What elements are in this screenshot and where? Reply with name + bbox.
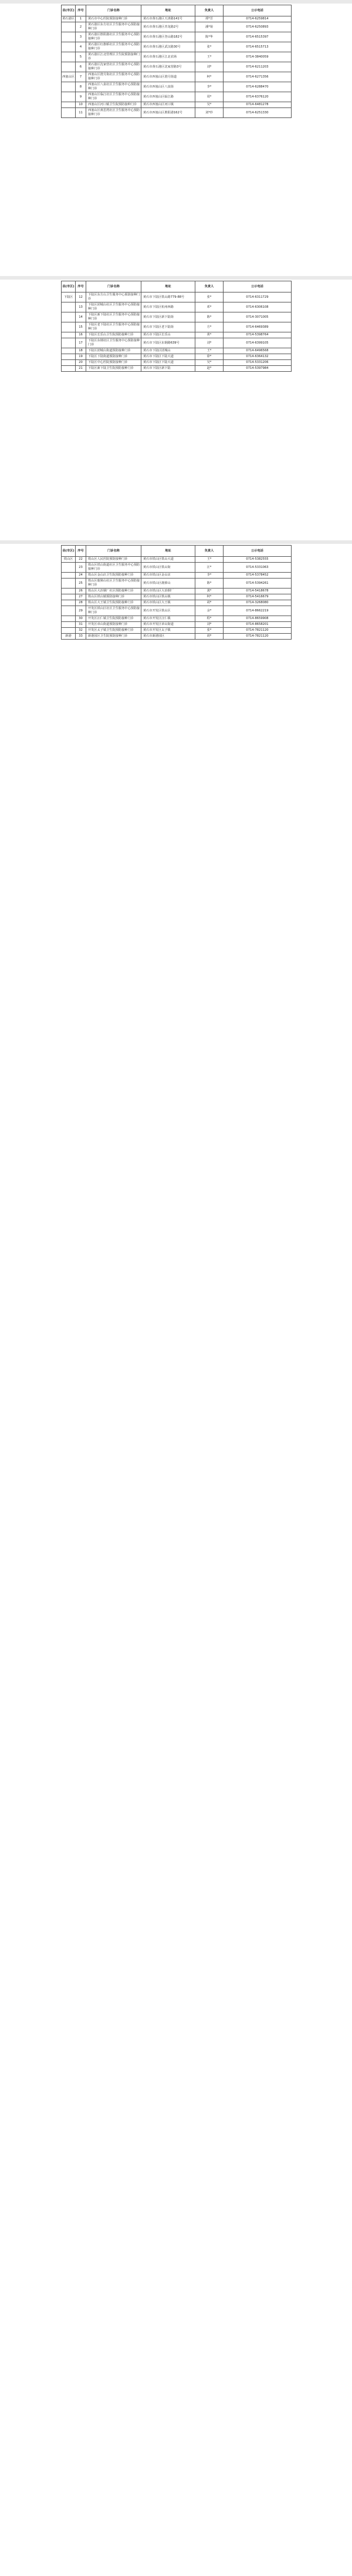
cell-address: 黄石市黄石港区登山路182号 [141,32,195,42]
cell-name: 西塞山区临江社区卫生服务中心预防接种门诊 [86,92,141,102]
cell-name: 铁山区金山店卫生院预防接种门诊 [86,573,141,579]
cell-phone: 0714-6251330 [224,108,292,118]
cell-name: 下陆区下陆街道预防接种门诊 [86,354,141,360]
cell-phone: 0714-3840059 [224,52,292,62]
cell-no: 11 [76,108,86,118]
cell-person: 邓* [195,302,224,312]
cell-phone: 0714-5331063 [224,563,292,573]
table-row [62,616,292,622]
cell-name: 下陆区东方山卫生服务中心预防接种门诊 [86,292,141,302]
cell-no: 19 [76,354,86,360]
cell-district [62,108,76,118]
cell-district [62,354,76,360]
cell-address: 黄石市开发区铁山区 [141,606,195,616]
cell-person: 张* [195,292,224,302]
cell-person: 胡* [195,634,224,640]
cell-phone: 0714-6211203 [224,62,292,72]
cell-person: 徐* [195,354,224,360]
cell-district [62,616,76,622]
cell-address: 黄石市开发区章山街道 [141,622,195,628]
table-row [62,588,292,594]
cell-phone: 0714-6399105 [224,338,292,348]
cell-no: 20 [76,360,86,366]
cell-name: 黄石港区红旗桥社区卫生服务中心预防接种门诊 [86,42,141,52]
cell-name: 开发区铁山区社区卫生服务中心预防接种门诊 [86,606,141,616]
cell-name: 下陆区团城山社区卫生服务中心预防接种门诊 [86,302,141,312]
cell-address: 黄石市下陆区铁山路779-88号 [141,292,195,302]
cell-address: 黄石市黄石港区江北农场 [141,52,195,62]
cell-name: 下陆区新下陆卫生院预防接种门诊 [86,366,141,372]
cell-name: 黄石市中心医院预防接种门诊 [86,16,141,22]
cell-address: 黄石市开发区汪仁镇 [141,616,195,622]
header-name: 门诊名称 [86,281,141,292]
cell-district [62,366,76,372]
table-row [62,16,292,22]
cell-person: 张* [195,42,224,52]
cell-person: 柯* [195,594,224,600]
cell-name: 黄石港区江北管理区卫生院预防接种门诊 [86,52,141,62]
table-row [62,72,292,82]
cell-address: 黄石市黄石港区青龙路2号 [141,22,195,32]
cell-phone: 0714-6271356 [224,72,292,82]
header-address: 地址 [141,281,195,292]
table-row [62,354,292,360]
cell-no: 10 [76,102,86,108]
table-row [62,348,292,354]
cell-phone: 0714-6496568 [224,348,292,354]
cell-no: 6 [76,62,86,72]
cell-name: 黄石港区沈家营社区卫生服务中心预防接种门诊 [86,62,141,72]
cell-district [62,62,76,72]
table-row [62,634,292,640]
cell-no: 3 [76,32,86,42]
cell-no: 28 [76,600,86,606]
cell-no: 26 [76,588,86,594]
cell-address: 黄石市铁山区大冶钢厂 [141,588,195,594]
cell-no: 27 [76,594,86,600]
cell-phone: 0714-5394261 [224,579,292,588]
cell-phone: 0714-5418678 [224,588,292,594]
cell-phone: 0714-6250893 [224,22,292,32]
table-row [62,322,292,332]
cell-person: 龚* [195,588,224,594]
cell-no: 17 [76,338,86,348]
cell-phone: 0714-6306108 [224,302,292,312]
cell-address: 黄石市西塞山区临江路 [141,92,195,102]
cell-district: 西塞山区 [62,72,76,82]
cell-phone: 0714-8659908 [224,616,292,622]
header-name: 门诊名称 [86,5,141,16]
cell-no: 16 [76,332,86,338]
cell-name: 新港园区卫生院预防接种门诊 [86,634,141,640]
cell-person: 谭*芳 [195,16,224,22]
table-row [62,52,292,62]
cell-person: 黄* [195,332,224,338]
cell-person: 吴* [195,360,224,366]
cell-district [62,92,76,102]
cell-person: 王* [195,348,224,354]
cell-district [62,606,76,616]
cell-phone: 0714-6364132 [224,354,292,360]
cell-district [62,573,76,579]
cell-address: 黄石市下陆区下陆大道 [141,354,195,360]
cell-address: 黄石市西塞山区澄月街道 [141,72,195,82]
cell-no: 2 [76,22,86,32]
cell-name: 开发区太子镇卫生院预防接种门诊 [86,628,141,634]
cell-phone: 0714-6259814 [224,16,292,22]
table-row [62,557,292,563]
cell-district [62,332,76,338]
cell-address: 黄石市下陆区长乐山 [141,332,195,338]
vaccination-table-2 [61,281,291,372]
cell-no: 7 [76,72,86,82]
cell-no: 21 [76,366,86,372]
cell-person: 刘*珍 [195,108,224,118]
cell-name: 下陆区新下陆社区卫生服务中心预防接种门诊 [86,312,141,322]
cell-district [62,22,76,32]
cell-district [62,322,76,332]
cell-name: 下陆区长乐山卫生院预防接种门诊 [86,332,141,338]
cell-person: 王* [195,52,224,62]
header-no: 序号 [76,281,86,292]
table-row [62,606,292,616]
cell-person: 王* [195,557,224,563]
cell-person: 陈* [195,312,224,322]
cell-name: 下陆区老下陆社区卫生服务中心预防接种门诊 [86,322,141,332]
cell-district [62,360,76,366]
cell-address: 黄石市黄石港区武汉路30号 [141,42,195,52]
cell-name: 铁山区铁山街道社区卫生服务中心预防接种门诊 [86,563,141,573]
header-district: 县(市区) [62,5,76,16]
cell-district [62,102,76,108]
cell-address: 黄石市黄石港区沈家营路3号 [141,62,195,72]
cell-name: 黄石港区胜阳港社区卫生服务中心预防接种门诊 [86,32,141,42]
table-row [62,338,292,348]
cell-no: 31 [76,622,86,628]
table-row [62,302,292,312]
cell-person: 周* [195,92,224,102]
cell-address: 黄石市黄石港区天津路141号 [141,16,195,22]
header-district: 县(市区) [62,281,76,292]
cell-no: 18 [76,348,86,354]
cell-person: 程* [195,616,224,622]
table-row [62,92,292,102]
cell-address: 黄石市下陆区新下陆街 [141,312,195,322]
table-row [62,312,292,322]
header-phone: 公示电话 [224,546,292,557]
cell-person: 陈* [195,579,224,588]
separator [0,540,352,544]
cell-name: 下陆区东钢社区卫生服务中心预防接种门诊 [86,338,141,348]
cell-address: 黄石市下陆区团城山 [141,348,195,354]
vaccination-table-1 [61,5,291,118]
cell-person: 陈*华 [195,32,224,42]
cell-no: 29 [76,606,86,616]
cell-district [62,588,76,594]
cell-district [62,628,76,634]
cell-name: 开发区汪仁镇卫生院预防接种门诊 [86,616,141,622]
cell-no: 9 [76,92,86,102]
cell-district [62,563,76,573]
cell-person: 刘* [195,622,224,628]
cell-name: 铁山区大王镇卫生院预防接种门诊 [86,600,141,606]
cell-address: 黄石市铁山区铁山街 [141,563,195,573]
cell-person: 李* [195,82,224,92]
cell-address: 黄石市铁山区铁山大道 [141,557,195,563]
cell-address: 黄石市铁山区铁山镇 [141,594,195,600]
table-row [62,360,292,366]
table-header-row [62,546,292,557]
table-row [62,42,292,52]
cell-person: 汪* [195,563,224,573]
cell-name: 开发区章山街道预防接种门诊 [86,622,141,628]
cell-district [62,52,76,62]
cell-district [62,32,76,42]
header-district: 县(市区) [62,546,76,557]
cell-person: 张* [195,628,224,634]
header-no: 序号 [76,546,86,557]
cell-no: 23 [76,563,86,573]
cell-district: 黄石港区 [62,16,76,22]
cell-address: 黄石市下陆区杭州西路 [141,302,195,312]
cell-phone: 0714-6515397 [224,32,292,42]
cell-person: 赵* [195,366,224,372]
cell-person: 刘* [195,62,224,72]
cell-district: 新港 [62,634,76,640]
cell-address: 黄石市铁山区鹿獐山 [141,579,195,588]
cell-person: 方* [195,322,224,332]
cell-person: 余* [195,606,224,616]
cell-no: 22 [76,557,86,563]
cell-name: 铁山区鹿獐山社区卫生服务中心预防接种门诊 [86,579,141,588]
table-row [62,32,292,42]
table-row [62,22,292,32]
header-address: 地址 [141,546,195,557]
table-header-row [62,281,292,292]
table-row [62,292,292,302]
header-person: 负责人 [195,5,224,16]
cell-district [62,302,76,312]
cell-phone: 0714-7821120 [224,628,292,634]
cell-phone: 0714-5397984 [224,366,292,372]
cell-phone: 0714-5416679 [224,594,292,600]
cell-person: 胡* [195,600,224,606]
cell-phone: 0714-5331206 [224,360,292,366]
cell-district [62,579,76,588]
cell-name: 铁山区大冶钢厂社区预防接种门诊 [86,588,141,594]
cell-phone: 0714-7821120 [224,634,292,640]
cell-district [62,348,76,354]
cell-address: 黄石市下陆区下陆大道 [141,360,195,366]
cell-name: 下陆区团城山街道预防接种门诊 [86,348,141,354]
cell-district: 下陆区 [62,292,76,302]
cell-address: 黄石市新港园区 [141,634,195,640]
cell-name: 西塞山区八泉社区卫生服务中心预防接种门诊 [86,82,141,92]
cell-person: 柯* [195,72,224,82]
cell-address: 黄石市下陆区老下陆街 [141,322,195,332]
cell-no: 14 [76,312,86,322]
header-phone: 公示电话 [224,281,292,292]
table-row [62,108,292,118]
cell-phone: 0714-8658201 [224,622,292,628]
cell-no: 33 [76,634,86,640]
cell-phone: 0714-6515713 [224,42,292,52]
cell-district [62,338,76,348]
cell-no: 13 [76,302,86,312]
cell-district: 铁山区 [62,557,76,563]
cell-no: 15 [76,322,86,332]
cell-address: 黄石市西塞山区胜阳港162号 [141,108,195,118]
cell-district [62,594,76,600]
cell-name: 铁山区铁山镇预防接种门诊 [86,594,141,600]
cell-address: 黄石市下陆区新下陆 [141,366,195,372]
vaccination-table-3 [61,545,291,640]
table-row [62,332,292,338]
cell-person: 吴* [195,102,224,108]
header-person: 负责人 [195,281,224,292]
cell-address: 黄石市西塞山区八泉街 [141,82,195,92]
cell-no: 25 [76,579,86,588]
table-header-row [62,5,292,16]
table-row [62,628,292,634]
cell-name: 西塞山区澄月街社区卫生服务中心预防接种门诊 [86,72,141,82]
cell-phone: 0714-8662219 [224,606,292,616]
cell-phone: 0714-6311729 [224,292,292,302]
cell-phone: 0714-6288470 [224,82,292,92]
separator [0,0,352,4]
cell-address: 黄石市西塞山区河口镇 [141,102,195,108]
table-row [62,563,292,573]
separator [0,276,352,280]
cell-district [62,82,76,92]
table-row [62,622,292,628]
table-row [62,82,292,92]
cell-person: 刘* [195,338,224,348]
cell-no: 30 [76,616,86,622]
cell-no: 32 [76,628,86,634]
cell-address: 黄石市铁山区金山店 [141,573,195,579]
table-row [62,600,292,606]
cell-no: 1 [76,16,86,22]
table-row [62,62,292,72]
header-name: 门诊名称 [86,546,141,557]
cell-phone: 0714-6481278 [224,102,292,108]
cell-district [62,42,76,52]
cell-address: 黄石市下陆区东钢路639号 [141,338,195,348]
cell-name: 西塞山区黄思湾社区卫生服务中心预防接种门诊 [86,108,141,118]
cell-name: 西塞山区河口镇卫生院预防接种门诊 [86,102,141,108]
cell-phone: 0714-5378452 [224,573,292,579]
header-phone: 公示电话 [224,5,292,16]
header-address: 地址 [141,5,195,16]
cell-person: 潘*菊 [195,22,224,32]
header-no: 序号 [76,5,86,16]
cell-phone: 0714-3071005 [224,312,292,322]
cell-district [62,600,76,606]
cell-no: 12 [76,292,86,302]
header-person: 负责人 [195,546,224,557]
cell-phone: 0714-6469389 [224,322,292,332]
cell-address: 黄石市开发区太子镇 [141,628,195,634]
cell-phone: 0714-6376120 [224,92,292,102]
cell-name: 下陆区中心医院预防接种门诊 [86,360,141,366]
cell-name: 铁山区人民医院预防接种门诊 [86,557,141,563]
table-row [62,594,292,600]
cell-district [62,622,76,628]
cell-phone: 0714-3268080 [224,600,292,606]
cell-no: 8 [76,82,86,92]
cell-district [62,312,76,322]
cell-no: 24 [76,573,86,579]
table-row [62,102,292,108]
cell-person: 李* [195,573,224,579]
cell-phone: 0714-5398764 [224,332,292,338]
cell-phone: 0714-5382555 [224,557,292,563]
table-row [62,573,292,579]
table-row [62,366,292,372]
table-row [62,579,292,588]
cell-name: 黄石港区东方社区卫生服务中心预防接种门诊 [86,22,141,32]
cell-address: 黄石市铁山区大王镇 [141,600,195,606]
cell-no: 4 [76,42,86,52]
cell-no: 5 [76,52,86,62]
